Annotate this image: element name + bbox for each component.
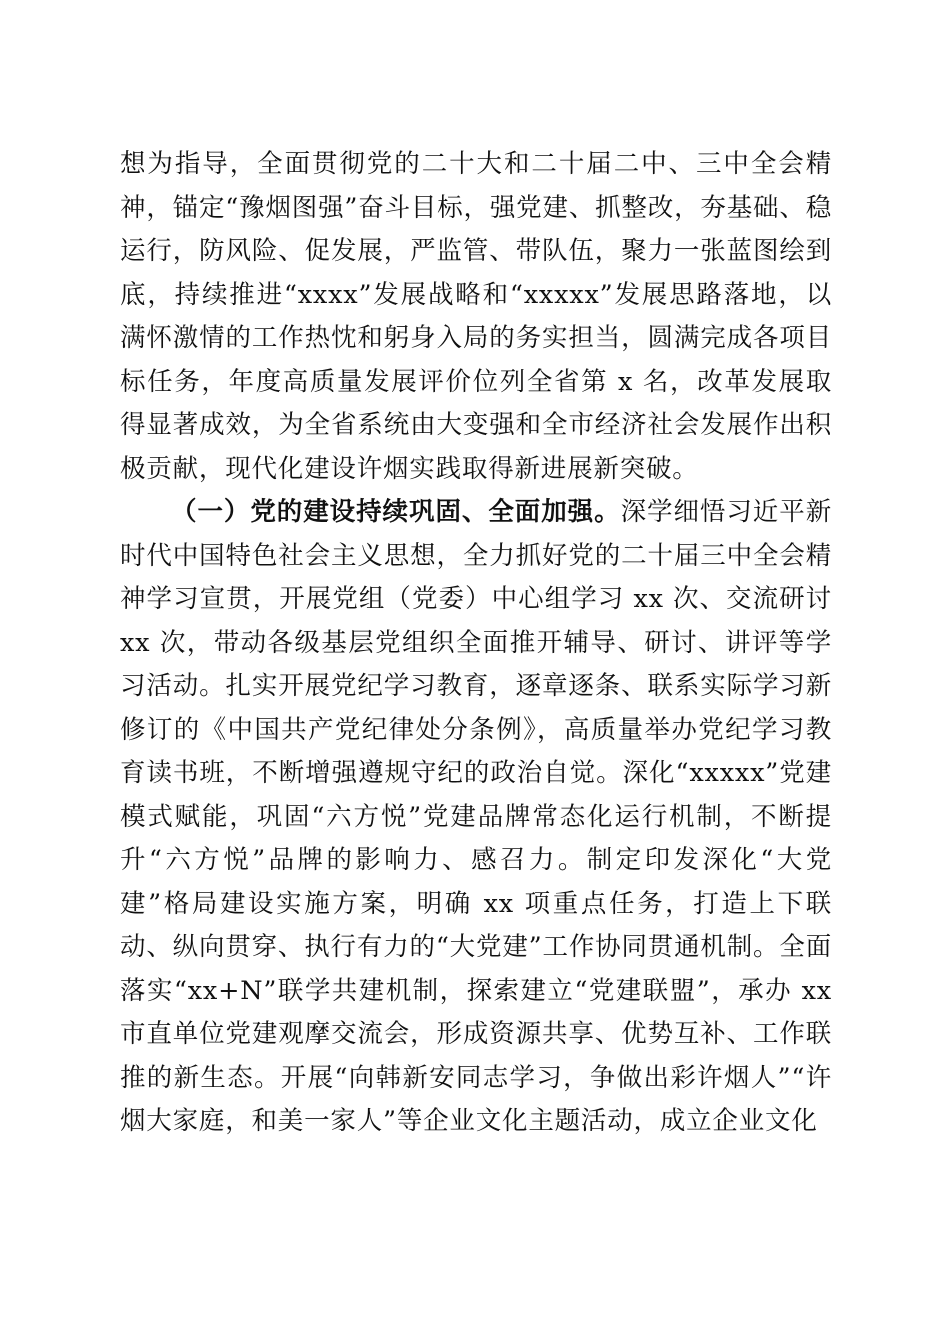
paragraph-text: 深学细悟习近平新时代中国特色社会主义思想，全力抓好党的二十届三中全会精神学习宣贯，开展党组（党委）中心组学习 xx 次、交流研讨 xx 次，带动各级基层党组织全面推开辅导、研讨、讲评等学习活动。扎实开展党纪学习教育，逐章逐条、联系实际学习新修订的《中国共产党纪律处分条例》，高质量举办党纪学习教育读书班，不断增强遵规守纪的政治自觉。深化“xxxxx”党建模式赋能，巩固“六方悦”党建品牌常态化运行机制，不断提升“六方悦”品牌的影响力、感召力。制定印发深化“大党建”格局建设实施方案，明确 xx 项重点任务，打造上下联动、纵向贯穿、执行有力的“大党建”工作协同贯通机制。全面落实“xx+N”联学共建机制，探索建立“党建联盟”，承办 xx 市直单位党建观摩交流会，形成资源共享、优势互补、工作联推的新生态。开展“向韩新安同志学习，争做出彩许烟人”“许烟大家庭，和美一家人”等企业文化主题活动，成立企业文化	[120, 497, 832, 1136]
paragraph-continued	[120, 143, 832, 491]
paragraph-party-building	[120, 491, 832, 1144]
section-heading: （一）党的建设持续巩固、全面加强。	[171, 497, 621, 527]
paragraph-text: 想为指导，全面贯彻党的二十大和二十届二中、三中全会精神，锚定“豫烟图强”奋斗目标，强党建、抓整改，夯基础、稳运行，防风险、促发展，严监管、带队伍，聚力一张蓝图绘到底，持续推进“xxxx”发展战略和“xxxxx”发展思路落地，以满怀激情的工作热忱和躬身入局的务实担当，圆满完成各项目标任务，年度高质量发展评价位列全省第 x 名，改革发展取得显著成效，为全省系统由大变强和全市经济社会发展作出积极贡献，现代化建设许烟实践取得新进展新突破。	[120, 149, 832, 484]
document-body	[120, 143, 832, 1144]
